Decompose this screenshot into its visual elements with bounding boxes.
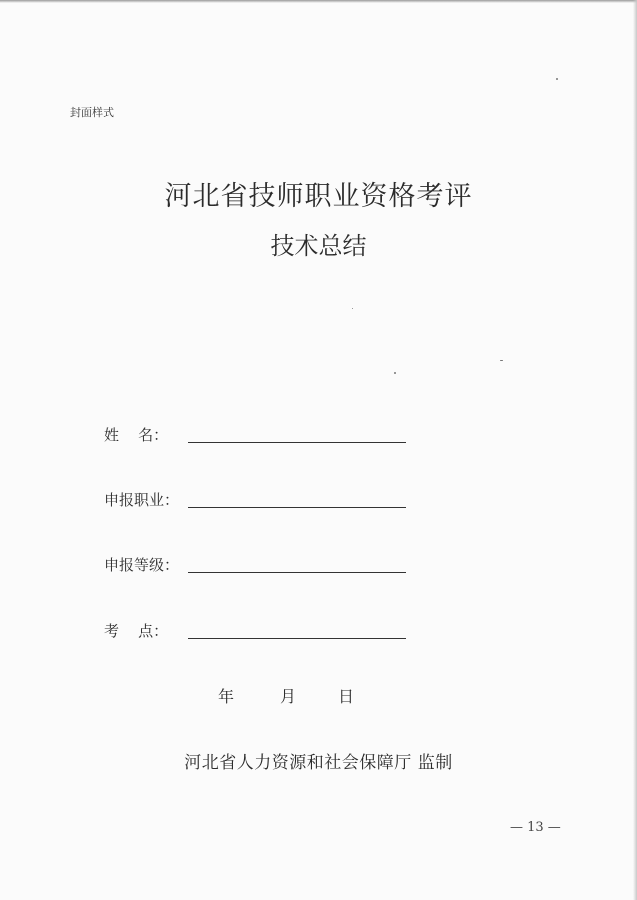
date-year: 年	[218, 687, 235, 706]
scan-speck	[556, 78, 558, 80]
grade-blank-line[interactable]	[188, 572, 406, 573]
cover-style-label: 封面样式	[70, 106, 114, 119]
issuer-line: 河北省人力资源和社会保障厅 监制	[184, 753, 453, 773]
date-month: 月	[280, 687, 297, 706]
scan-speck	[352, 308, 353, 309]
document-subtitle: 技术总结	[270, 232, 367, 260]
occupation-label: 申报职业：	[104, 491, 180, 509]
document-title: 河北省技师职业资格考评	[164, 181, 473, 212]
occupation-blank-line[interactable]	[188, 507, 406, 508]
scan-speck	[394, 372, 396, 374]
scan-edge-top	[0, 0, 637, 3]
grade-label: 申报等级：	[104, 556, 180, 574]
name-blank-line[interactable]	[188, 442, 406, 443]
exam-site-blank-line[interactable]	[188, 638, 406, 639]
scan-speck	[500, 360, 503, 361]
exam-site-label: 考 点：	[104, 622, 169, 640]
page-number: — 13 —	[510, 820, 561, 835]
name-label: 姓 名：	[104, 426, 169, 444]
date-day: 日	[338, 687, 355, 706]
